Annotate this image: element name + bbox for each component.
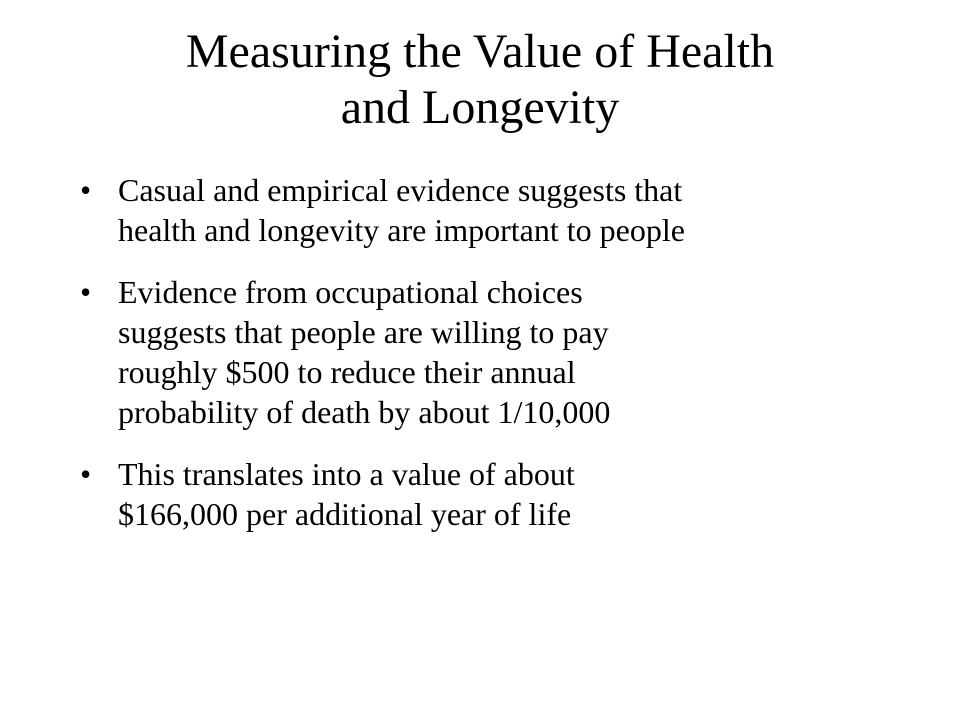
- bullet-dot: •: [80, 172, 92, 208]
- bullet-item: [80, 272, 940, 432]
- bullet-text-line: roughly $500 to reduce their annual: [118, 354, 576, 390]
- slide-title-line-2: and Longevity: [340, 81, 620, 134]
- bullet-text-line: suggests that people are willing to pay: [118, 314, 609, 350]
- bullet-text-line: Evidence from occupational choices: [118, 274, 583, 310]
- bullet-text-line: $166,000 per additional year of life: [118, 496, 572, 532]
- slide-title-line-1: Measuring the Value of Health: [185, 25, 775, 78]
- bullet-text-line: This translates into a value of about: [118, 456, 575, 492]
- bullet-item: [80, 170, 940, 250]
- slide-title: [60, 24, 900, 136]
- bullet-dot: •: [80, 456, 92, 492]
- bullet-dot: •: [80, 274, 92, 310]
- bullet-text-line: health and longevity are important to people: [118, 212, 685, 248]
- bullet-text-line: probability of death by about 1/10,000: [118, 394, 611, 430]
- bullet-item: [80, 454, 940, 534]
- bullet-list: [80, 170, 940, 556]
- bullet-text-line: Casual and empirical evidence suggests that: [118, 172, 683, 208]
